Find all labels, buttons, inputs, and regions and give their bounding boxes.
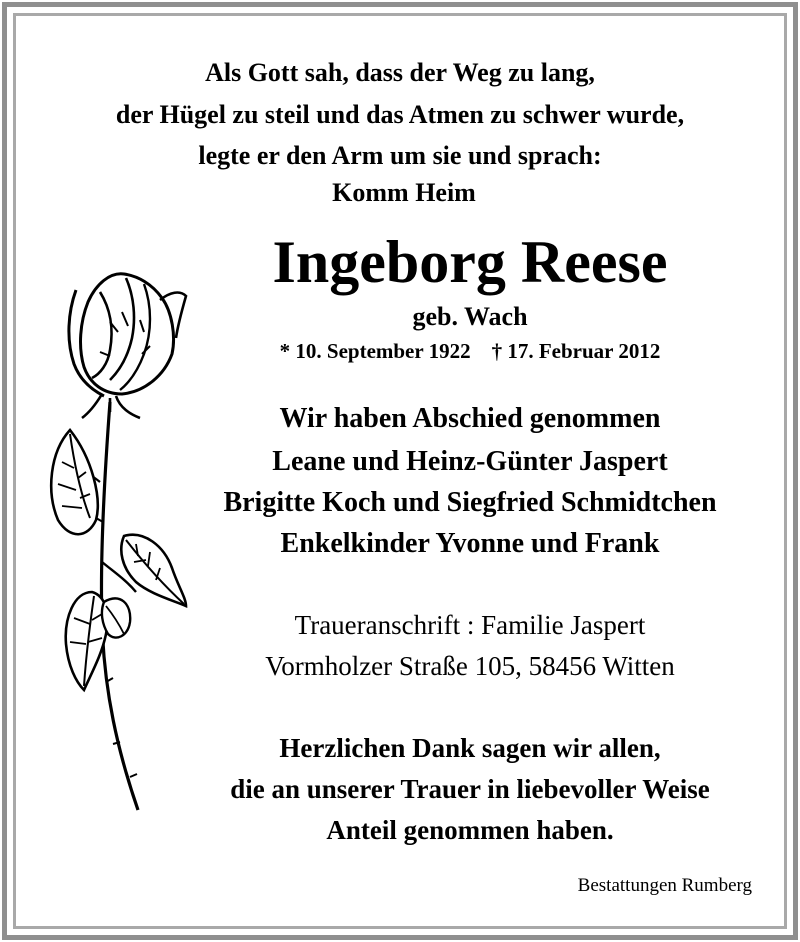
thanks-line-2: die an unserer Trauer in liebevoller Weise <box>230 774 710 804</box>
verse-line-2: der Hügel zu steil und das Atmen zu schwer wurde, <box>115 100 685 129</box>
thanks-line-3: Anteil genommen haben. <box>326 815 614 845</box>
life-dates: * 10. September 1922 † 17. Februar 2012 <box>279 339 661 363</box>
mourner-line-1: Leane und Heinz-Günter Jaspert <box>272 446 668 477</box>
maiden-name: geb. Wach <box>412 302 528 331</box>
farewell-intro: Wir haben Abschied genommen <box>279 403 661 434</box>
mourner-line-3: Enkelkinder Yvonne und Frank <box>280 528 660 559</box>
mourner-line-2: Brigitte Koch und Siegfried Schmidtchen <box>223 487 717 518</box>
address-line-2: Vormholzer Straße 105, 58456 Witten <box>265 651 675 681</box>
address-line-1: Traueranschrift : Familie Jaspert <box>294 610 646 640</box>
verse-line-4: Komm Heim <box>332 178 476 207</box>
rose-icon <box>40 262 190 822</box>
verse-line-1: Als Gott sah, dass der Weg zu lang, <box>205 58 595 87</box>
deceased-name: Ingeborg Reese <box>272 229 668 295</box>
verse-line-3: legte er den Arm um sie und sprach: <box>198 141 602 170</box>
funeral-home: Bestattungen Rumberg <box>577 875 752 896</box>
thanks-line-1: Herzlichen Dank sagen wir allen, <box>279 733 661 763</box>
